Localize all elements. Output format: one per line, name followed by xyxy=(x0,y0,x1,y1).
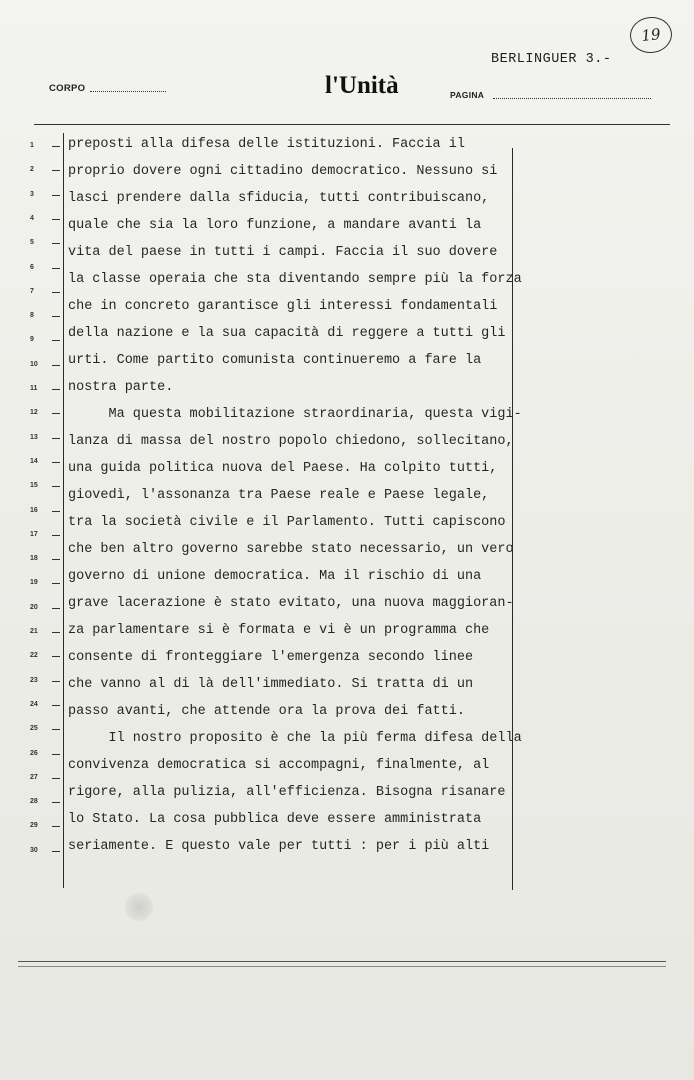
ink-smudge xyxy=(125,893,153,921)
line-tick xyxy=(52,705,60,706)
line-number-text: 2 xyxy=(30,166,34,174)
typed-line: nostra parte. xyxy=(68,380,174,395)
line-tick xyxy=(52,146,60,147)
pagina-label: PAGINA xyxy=(450,90,485,100)
typed-line: za parlamentare si è formata e vi è un programma che xyxy=(68,623,490,638)
corpo-dotted-line xyxy=(90,91,166,92)
line-number xyxy=(24,431,64,443)
line-number-text: 3 xyxy=(30,190,34,198)
line-tick xyxy=(52,681,60,682)
line-number-text: 29 xyxy=(30,822,38,830)
typed-line: consente di fronteggiare l'emergenza secondo linee xyxy=(68,650,474,665)
typed-line: della nazione e la sua capacità di reggere a tutti gli xyxy=(68,326,506,341)
bottom-rule xyxy=(18,961,666,962)
line-number-text: 11 xyxy=(30,385,38,392)
typed-line: lasci prendere dalla sfiducia, tutti contribuiscano, xyxy=(68,191,490,206)
line-number xyxy=(24,576,64,588)
handwritten-page-number xyxy=(628,15,674,55)
line-tick xyxy=(52,754,60,755)
line-number-text: 5 xyxy=(30,239,34,247)
line-number xyxy=(24,479,64,491)
line-number-text: 17 xyxy=(30,530,38,538)
line-number xyxy=(24,771,64,783)
line-tick xyxy=(52,851,60,852)
line-number-text: 24 xyxy=(30,700,38,708)
typed-line: Il nostro proposito è che la più ferma difesa della xyxy=(68,731,522,746)
line-tick xyxy=(52,389,60,390)
typed-line: vita del paese in tutti i campi. Faccia il suo dovere xyxy=(68,245,498,260)
line-number-text: 27 xyxy=(30,773,38,781)
line-number-text: 9 xyxy=(30,336,34,344)
line-tick xyxy=(52,243,60,244)
line-number-text: 14 xyxy=(30,457,38,465)
typed-line: giovedì, l'assonanza tra Paese reale e Paese legale, xyxy=(68,488,490,503)
line-number xyxy=(24,747,64,759)
line-tick xyxy=(52,292,60,293)
line-number xyxy=(24,819,64,831)
right-margin-rule xyxy=(512,148,513,890)
line-number-text: 30 xyxy=(30,846,38,854)
line-number xyxy=(24,722,64,734)
line-tick xyxy=(52,365,60,366)
typed-line: passo avanti, che attende ora la prova dei fatti. xyxy=(68,704,465,719)
typed-line: preposti alla difesa delle istituzioni. Faccia il xyxy=(68,137,465,152)
line-number-text: 28 xyxy=(30,798,38,806)
line-number xyxy=(24,406,64,418)
line-number-text: 20 xyxy=(30,603,38,611)
line-tick xyxy=(52,486,60,487)
line-number-text: 10 xyxy=(30,360,38,368)
line-tick xyxy=(52,608,60,609)
line-number xyxy=(24,601,64,613)
typed-line: quale che sia la loro funzione, a mandare avanti la xyxy=(68,218,482,233)
line-number-text: 19 xyxy=(30,579,38,587)
line-number xyxy=(24,625,64,637)
header-rule xyxy=(34,124,670,125)
pagina-dotted-line xyxy=(493,98,651,99)
line-number-text: 8 xyxy=(30,312,34,320)
line-number xyxy=(24,261,64,273)
line-tick xyxy=(52,170,60,171)
typed-line: rigore, alla pulizia, all'efficienza. Bisogna risanare xyxy=(68,785,506,800)
line-number xyxy=(24,285,64,297)
line-tick xyxy=(52,413,60,414)
masthead-logo: l'Unità xyxy=(325,72,399,99)
line-tick xyxy=(52,268,60,269)
line-number xyxy=(24,649,64,661)
typed-line: una guida politica nuova del Paese. Ha colpito tutti, xyxy=(68,461,498,476)
line-number xyxy=(24,236,64,248)
line-number xyxy=(24,528,64,540)
line-tick xyxy=(52,826,60,827)
line-number-text: 26 xyxy=(30,749,38,757)
typed-line: lo Stato. La cosa pubblica deve essere amministrata xyxy=(68,812,482,827)
article-slug: BERLINGUER 3.- xyxy=(491,52,612,67)
line-number xyxy=(24,382,64,394)
line-tick xyxy=(52,219,60,220)
line-tick xyxy=(52,438,60,439)
line-tick xyxy=(52,340,60,341)
line-number-text: 7 xyxy=(30,287,34,295)
line-number-text: 13 xyxy=(30,433,38,441)
line-number xyxy=(24,504,64,516)
line-tick xyxy=(52,559,60,560)
typed-line: proprio dovere ogni cittadino democratico. Nessuno si xyxy=(68,164,498,179)
line-number xyxy=(24,674,64,686)
line-number xyxy=(24,309,64,321)
line-number xyxy=(24,163,64,175)
line-number xyxy=(24,455,64,467)
line-number xyxy=(24,358,64,370)
bottom-rule-secondary xyxy=(18,966,666,967)
line-tick xyxy=(52,535,60,536)
line-tick xyxy=(52,778,60,779)
typed-line: governo di unione democratica. Ma il rischio di una xyxy=(68,569,482,584)
line-number xyxy=(24,552,64,564)
line-tick xyxy=(52,656,60,657)
line-number-text: 22 xyxy=(30,652,38,660)
typed-line: che ben altro governo sarebbe stato necessario, un vero xyxy=(68,542,514,557)
typed-line: grave lacerazione è stato evitato, una nuova maggioran- xyxy=(68,596,514,611)
line-number xyxy=(24,188,64,200)
corpo-label: CORPO xyxy=(49,83,86,94)
typed-line: che in concreto garantisce gli interessi fondamentali xyxy=(68,299,498,314)
line-number-text: 12 xyxy=(30,409,38,417)
line-number xyxy=(24,139,64,151)
line-tick xyxy=(52,583,60,584)
line-number-text: 16 xyxy=(30,506,38,514)
line-number-text: 15 xyxy=(30,482,38,490)
line-tick xyxy=(52,462,60,463)
typed-line: Ma questa mobilitazione straordinaria, questa vigi- xyxy=(68,407,522,422)
line-number-text: 21 xyxy=(30,628,38,635)
line-number-text: 23 xyxy=(30,676,38,684)
line-tick xyxy=(52,316,60,317)
page-number-text: 19 xyxy=(640,25,662,45)
line-tick xyxy=(52,195,60,196)
typed-line: che vanno al di là dell'immediato. Si tratta di un xyxy=(68,677,474,692)
typed-line: la classe operaia che sta diventando sempre più la forza xyxy=(68,272,522,287)
line-number xyxy=(24,212,64,224)
line-number-text: 25 xyxy=(30,725,38,733)
line-number-text: 1 xyxy=(30,142,34,149)
line-number xyxy=(24,333,64,345)
line-number xyxy=(24,844,64,856)
line-number xyxy=(24,795,64,807)
line-tick xyxy=(52,632,60,633)
line-tick xyxy=(52,802,60,803)
typed-line: convivenza democratica si accompagni, finalmente, al xyxy=(68,758,490,773)
typed-line: tra la società civile e il Parlamento. Tutti capiscono xyxy=(68,515,506,530)
typed-line: seriamente. E questo vale per tutti : per i più alti xyxy=(68,839,490,854)
line-tick xyxy=(52,511,60,512)
line-number xyxy=(24,698,64,710)
typed-line: lanza di massa del nostro popolo chiedono, sollecitano, xyxy=(68,434,514,449)
typed-line: urti. Come partito comunista continueremo a fare la xyxy=(68,353,482,368)
line-number-text: 18 xyxy=(30,555,38,563)
line-number-text: 4 xyxy=(30,214,34,222)
line-number-text: 6 xyxy=(30,263,34,271)
line-tick xyxy=(52,729,60,730)
